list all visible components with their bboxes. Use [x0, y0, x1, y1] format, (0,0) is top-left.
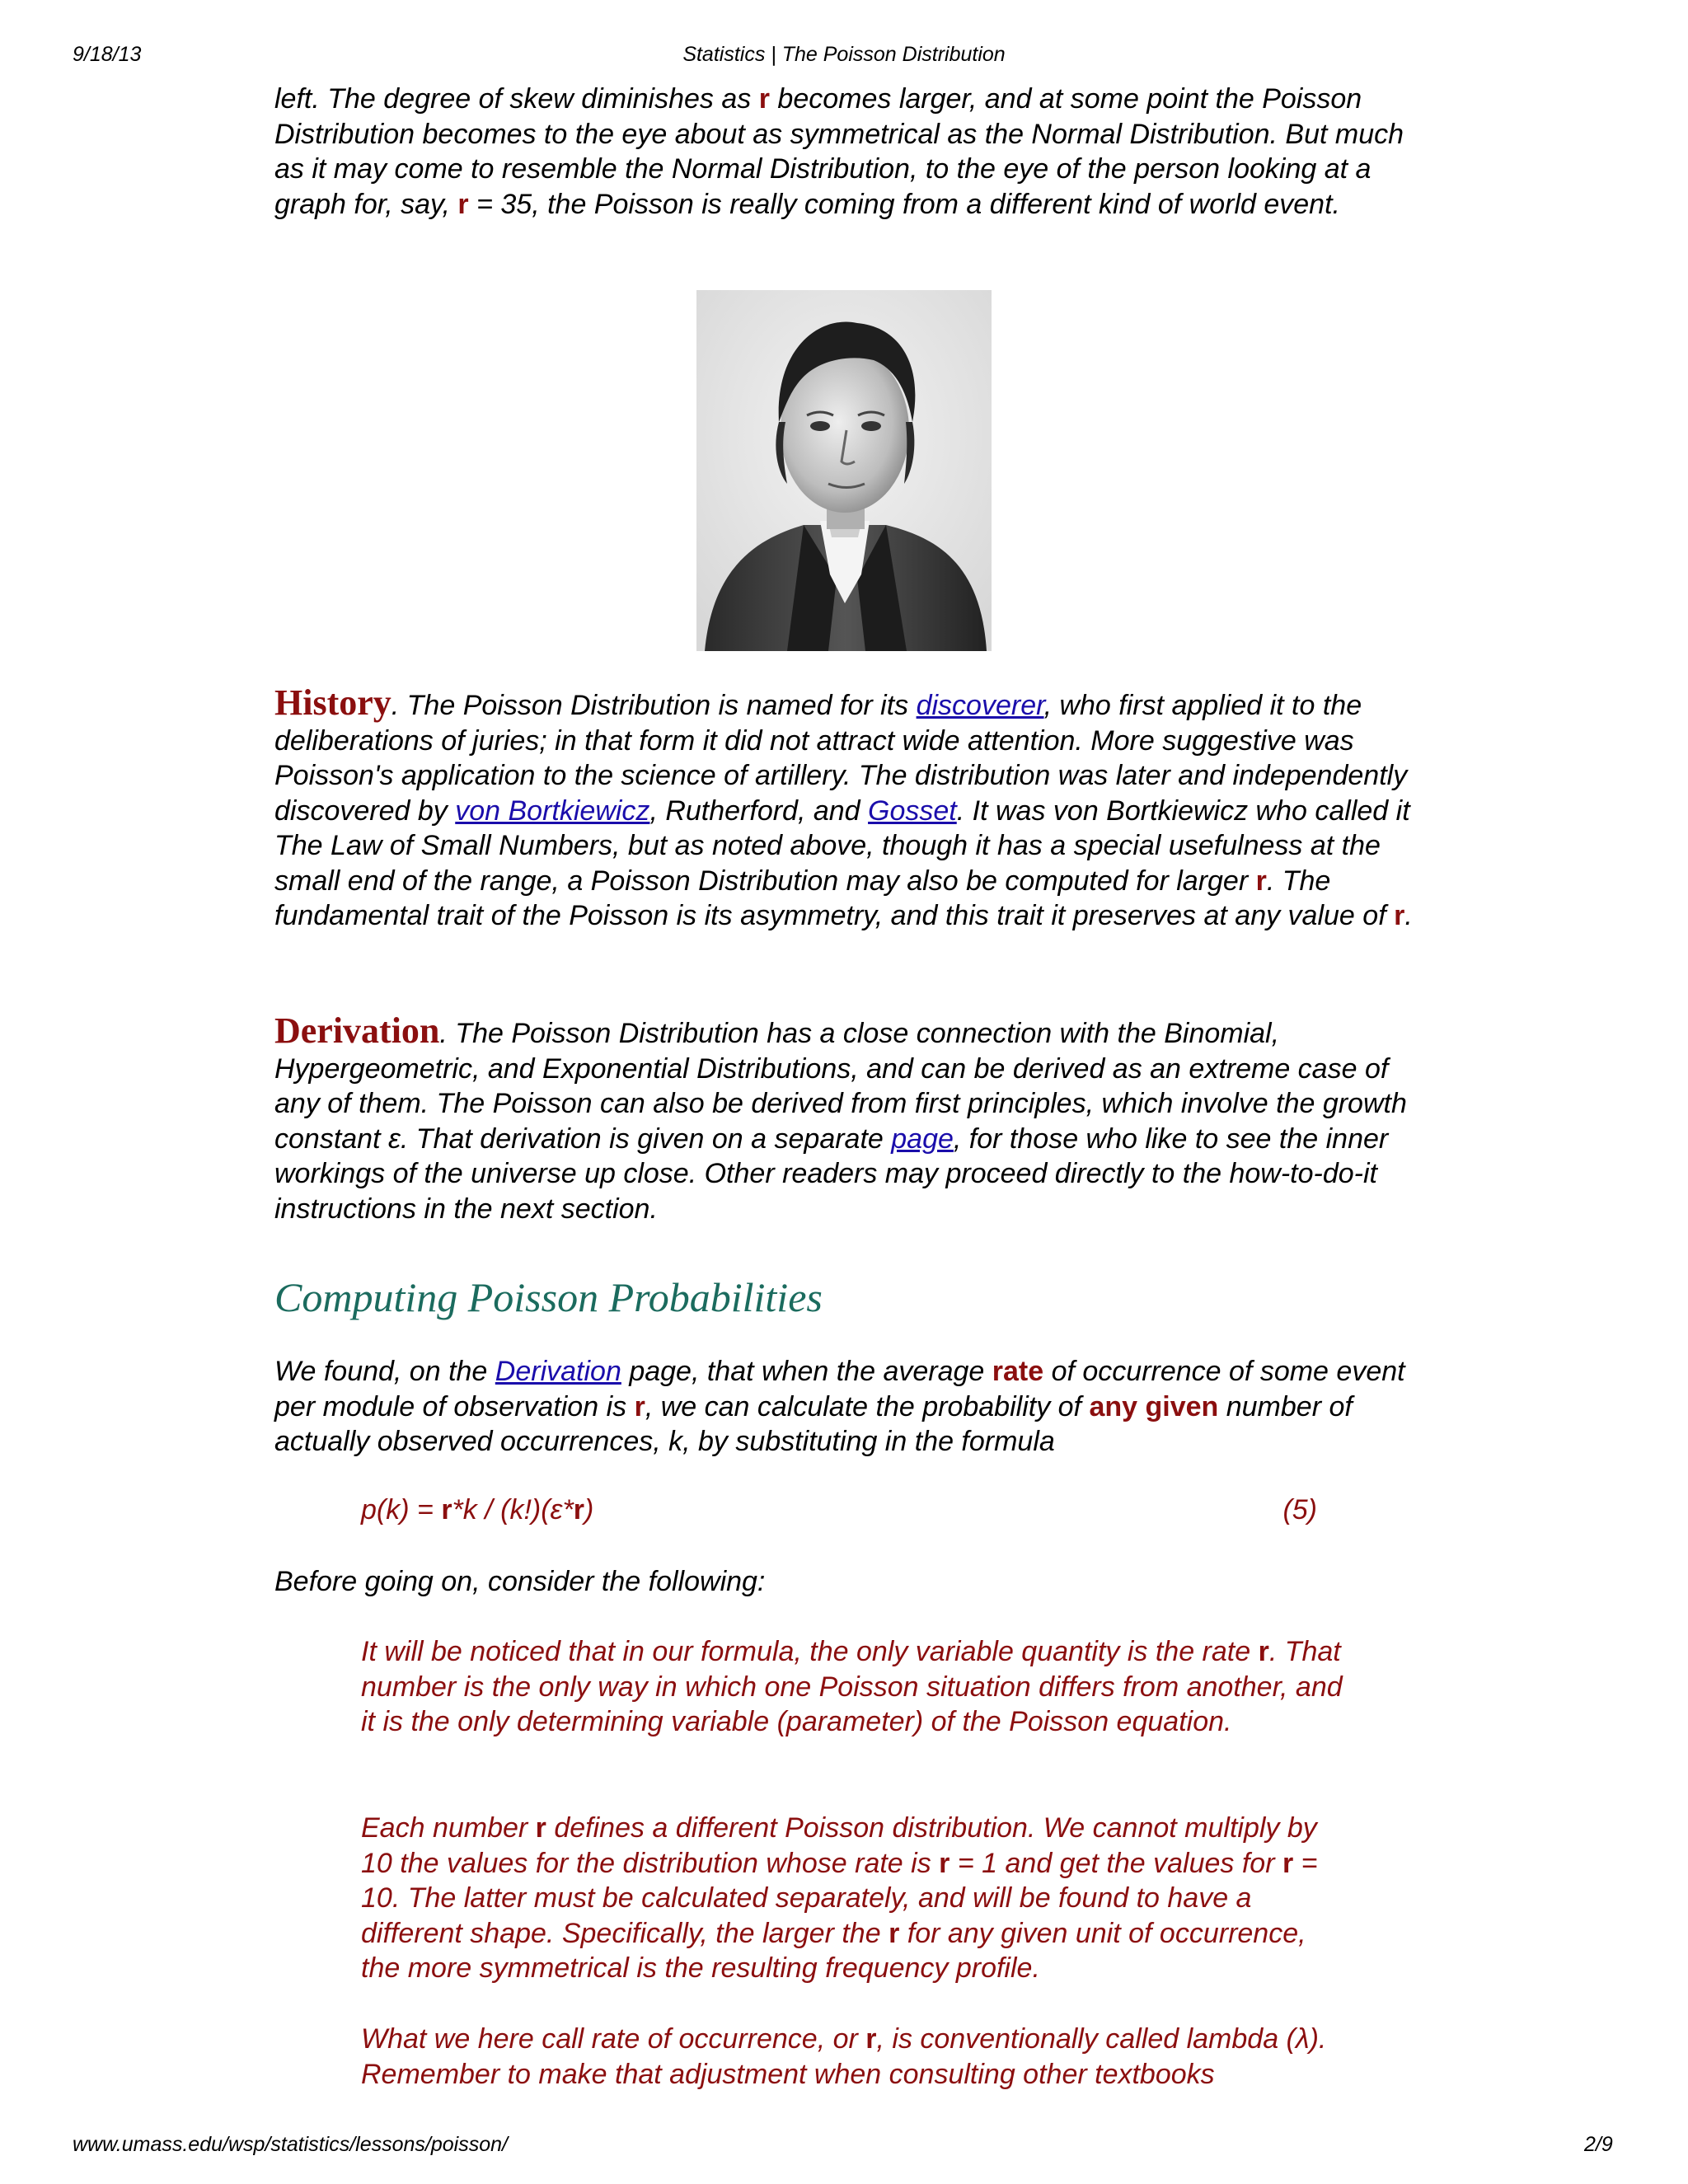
var-r: r: [939, 1847, 950, 1879]
intro-paragraph: left. The degree of skew diminishes as r becomes larger, and at some point the Poisson Distribution becomes to the eye about as symmetrical as the Normal Distribution. But much as it may come to resemble the Normal Distribution, to the eye of the person looking at a graph for, say, r = 35, the Poisson is really coming from a different kind of world event.: [274, 83, 1404, 220]
var-r: r: [889, 1917, 900, 1949]
var-r: r: [1394, 900, 1405, 931]
discoverer-link[interactable]: discoverer: [916, 690, 1044, 721]
var-r: r: [573, 1494, 584, 1526]
rate-emphasis: rate: [992, 1356, 1044, 1387]
poisson-formula: p(k) = r*k / (k!)(ε*r) (5): [361, 1494, 1317, 1526]
note-variable-quantity: It will be noticed that in our formula, the only variable quantity is the rate r. That number is the only way in which one Poisson situation differs from another, and it is the only determining variable (parameter) of the Poisson equation.: [361, 1636, 1343, 1737]
var-r: r: [457, 188, 469, 220]
print-footer-url: www.umass.edu/wsp/statistics/lessons/poisson/: [73, 2133, 508, 2156]
gosset-link[interactable]: Gosset: [868, 794, 957, 827]
var-r: r: [1282, 1847, 1294, 1879]
any-given-emphasis: any given: [1089, 1390, 1219, 1422]
var-r: r: [1258, 1636, 1269, 1667]
note-distinct-distributions: Each number r defines a different Poisson distribution. We cannot multiply by 10 the values for the distribution whose rate is r = 1 and get the values for r = 10. The latter must be calculated separately, and will be found to have a different shape. Specifically, the larger the r for any given unit of occurrence, the more symmetrical is the resulting frequency profile.: [361, 1812, 1318, 1984]
derivation-heading: Derivation: [274, 1010, 440, 1051]
derivation-paragraph: Derivation. The Poisson Distribution has a close connection with the Binomial, Hypergeometric, and Exponential Distributions, and can be derived as an extreme case of any of them. The Poisson can also be derived from first principles, which involve the growth constant ε. That derivation is given on a separate page, for those who like to see the inner workings of the universe up close. Other readers may proceed directly to the how-to-do-it instructions in the next section.: [274, 1010, 1407, 1225]
poisson-portrait-image: [696, 290, 992, 651]
print-header-title: Statistics | The Poisson Distribution: [682, 43, 1006, 66]
derivation-link[interactable]: Derivation: [495, 1356, 621, 1387]
formula-number: (5): [1282, 1494, 1317, 1526]
var-r: r: [758, 83, 770, 115]
von-bortkiewicz-link[interactable]: von Bortkiewicz: [455, 794, 650, 827]
before-going-on-text: Before going on, consider the following:: [274, 1566, 766, 1597]
var-r: r: [1255, 865, 1267, 897]
var-r: r: [634, 1390, 645, 1422]
history-paragraph: History. The Poisson Distribution is named for its discoverer, who first applied it to the deliberations of juries; in that form it did not attract wide attention. More suggestive was Poisson's application to the science of artillery. The distribution was later and independently discovered by von Bortkiewicz, Rutherford, and Gosset. It was von Bortkiewicz who called it The Law of Small Numbers, but as noted above, though it has a special usefulness at the small end of the range, a Poisson Distribution may also be computed for larger r. The fundamental trait of the Poisson is its asymmetry, and this trait it preserves at any value of r.: [274, 682, 1413, 931]
print-page-number: 2/9: [1584, 2133, 1613, 2156]
computing-paragraph: We found, on the Derivation page, that when the average rate of occurrence of some event per module of observation is r, we can calculate the probability of any given number of actually observed occurrences, k, by substituting in the formula: [274, 1356, 1405, 1457]
derivation-page-link[interactable]: page: [891, 1122, 954, 1155]
var-r: r: [865, 2023, 877, 2055]
note-lambda: What we here call rate of occurrence, or r, is conventionally called lambda (λ). Remember to make that adjustment when consulting other textbooks: [361, 2023, 1327, 2090]
computing-section-title: Computing Poisson Probabilities: [274, 1274, 823, 1320]
print-date: 9/18/13: [73, 43, 142, 66]
history-heading: History: [274, 682, 392, 723]
var-r: r: [535, 1812, 546, 1844]
var-r: r: [441, 1494, 452, 1526]
